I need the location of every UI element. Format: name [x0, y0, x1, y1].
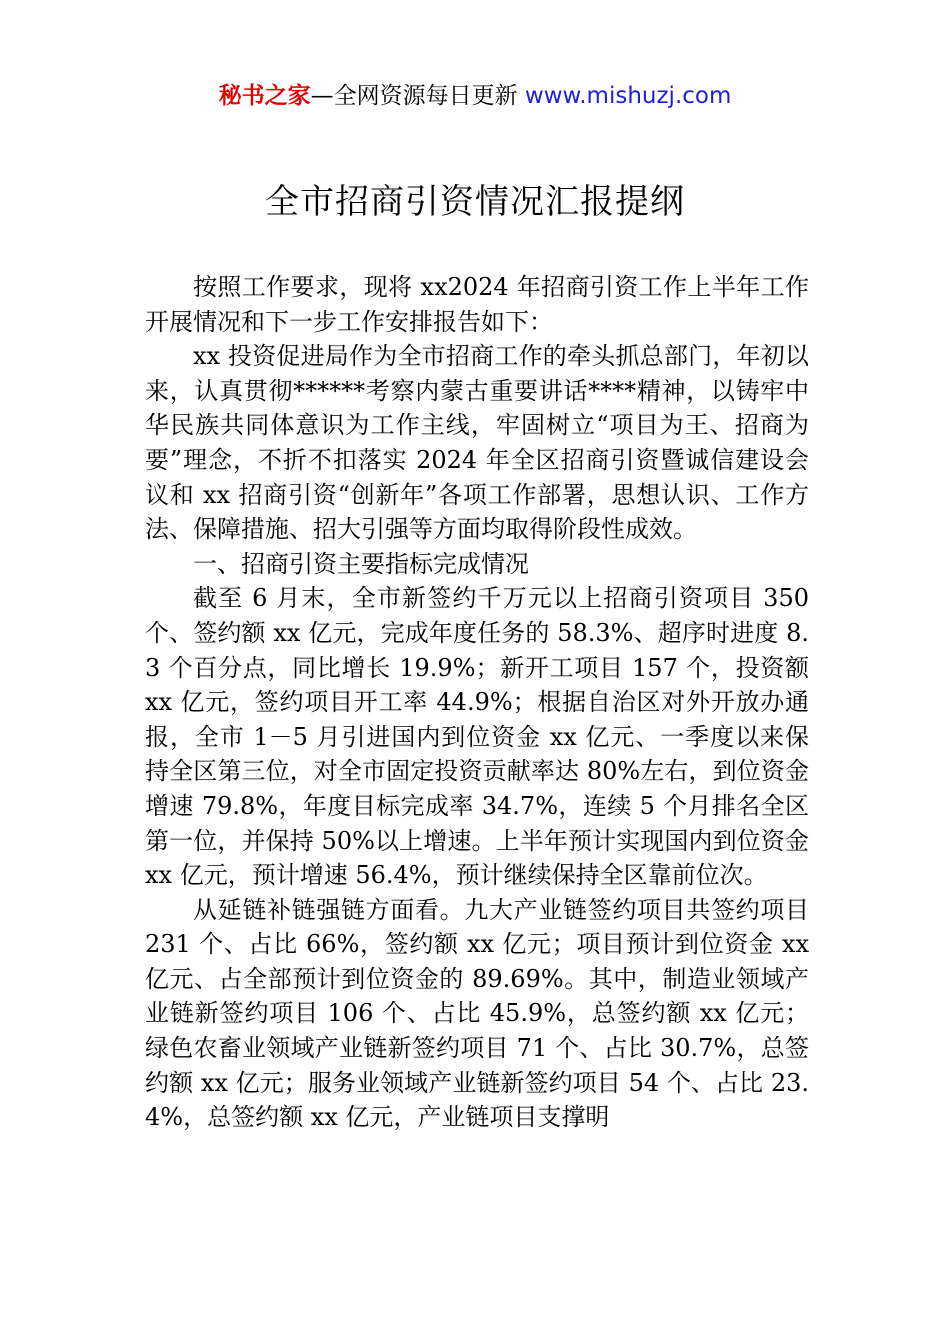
paragraph-overview: xx 投资促进局作为全市招商工作的牵头抓总部门，年初以来，认真贯彻******考察内蒙古重要讲话****精神，以铸牢中华民族共同体意识为工作主线，牢固树立“项目为王、招商为要”理念，不折不扣落实 2024 年全区招商引资暨诚信建设会议和 xx 招商引资“创新年”各项工作部署，思想认识、工作方法、保障措施、招大引强等方面均取得阶段性成效。	[145, 342, 809, 544]
document-title: 全市招商引资情况汇报提纲	[265, 182, 685, 222]
section-heading: 一、招商引资主要指标完成情况	[193, 549, 529, 578]
document-body	[145, 270, 809, 1135]
header-tagline: —全网资源每日更新	[310, 83, 518, 109]
paragraph-industry-chain: 从延链补链强链方面看。九大产业链签约项目共签约项目 231 个、占比 66%，签约额 xx 亿元；项目预计到位资金 xx 亿元、占全部预计到位资金的 89.69%。其中，制造业领域产业链新签约项目 106 个、占比 45.9%，总签约额 xx 亿元；绿色农畜业领域产业链新签约项目 71 个、占比 30.7%，总签约额 xx 亿元；服务业领域产业链新签约项目 54 个、占比 23.4%，总签约额 xx 亿元，产业链项目支撑明	[145, 895, 809, 1132]
site-header	[0, 80, 950, 112]
paragraph-indicators: 截至 6 月末，全市新签约千万元以上招商引资项目 350 个、签约额 xx 亿元，完成年度任务的 58.3%、超序时进度 8.3 个百分点，同比增长 19.9%；新开工项目 157 个，投资额 xx 亿元，签约项目开工率 44.9%；根据自治区对外开放办通报，全市 1－5 月引进国内到位资金 xx 亿元、一季度以来保持全区第三位，对全市固定投资贡献率达 80%左右，到位资金增速 79.8%，年度目标完成率 34.7%，连续 5 个月排名全区第一位，并保持 50%以上增速。上半年预计实现国内到位资金 xx 亿元，预计增速 56.4%，预计继续保持全区靠前位次。	[145, 584, 809, 890]
site-url-link[interactable]: www.mishuzj.com	[524, 83, 732, 109]
brand-name: 秘书之家	[218, 83, 311, 109]
paragraph-intro: 按照工作要求，现将 xx2024 年招商引资工作上半年工作开展情况和下一步工作安排报告如下：	[145, 273, 809, 336]
